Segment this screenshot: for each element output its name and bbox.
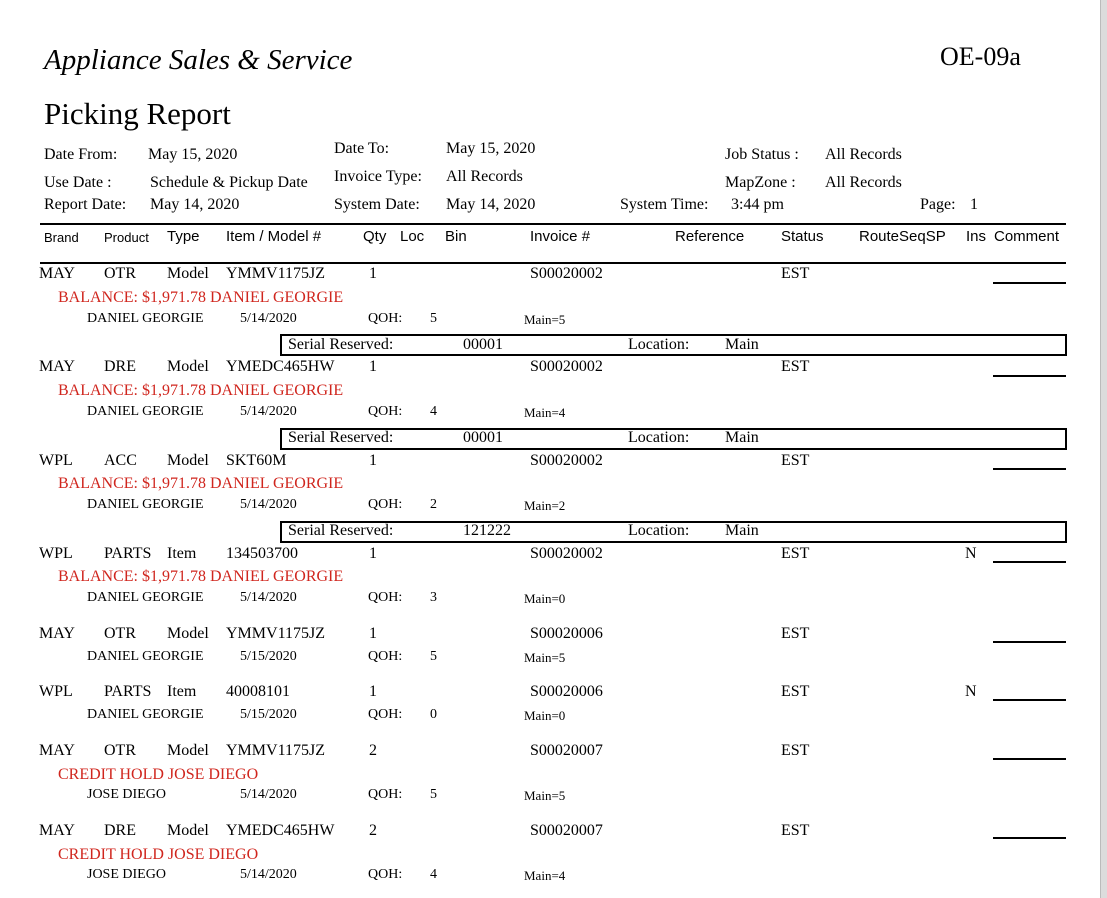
ins-cell: N (965, 683, 977, 700)
brand-cell: WPL (39, 452, 73, 469)
product-cell: ACC (104, 452, 137, 469)
col-status: Status (781, 228, 824, 245)
product-cell: OTR (104, 742, 136, 759)
qoh-label: QOH: (368, 787, 403, 802)
brand-cell: MAY (39, 822, 75, 839)
model-cell: 40008101 (226, 683, 290, 700)
qoh-label: QOH: (368, 649, 403, 664)
model-cell: YMMV1175JZ (226, 625, 325, 642)
date-from-value: May 15, 2020 (148, 146, 238, 163)
header-rule-bottom (40, 262, 1066, 264)
status-cell: EST (781, 625, 810, 642)
page-number: 1 (970, 196, 978, 213)
status-cell: EST (781, 265, 810, 282)
invoice-cell: S00020002 (530, 545, 603, 562)
record-date: 5/14/2020 (240, 404, 297, 419)
type-cell: Model (167, 452, 209, 469)
qoh-label: QOH: (368, 867, 403, 882)
customer-name: JOSE DIEGO (87, 787, 166, 802)
report-date-label: Report Date: (44, 196, 127, 213)
col-reference: Reference (675, 228, 745, 245)
customer-name: DANIEL GEORGIE (87, 707, 204, 722)
brand-cell: WPL (39, 545, 73, 562)
main-stock: Main=5 (524, 312, 566, 327)
account-alert: CREDIT HOLD JOSE DIEGO (58, 766, 259, 783)
page-edge (1100, 0, 1107, 898)
invoice-cell: S00020002 (530, 265, 603, 282)
brand-cell: MAY (39, 265, 75, 282)
date-from-label: Date From: (44, 146, 118, 163)
qoh-value: 5 (430, 311, 437, 326)
model-cell: 134503700 (226, 545, 298, 562)
record-date: 5/15/2020 (240, 649, 297, 664)
type-cell: Model (167, 265, 209, 282)
qoh-label: QOH: (368, 707, 403, 722)
type-cell: Item (167, 683, 197, 700)
account-alert: BALANCE: $1,971.78 DANIEL GEORGIE (58, 475, 344, 492)
mapzone-label: MapZone : (725, 174, 796, 191)
system-time-label: System Time: (620, 196, 709, 213)
model-cell: YMEDC465HW (226, 822, 335, 839)
product-cell: PARTS (104, 683, 152, 700)
status-cell: EST (781, 358, 810, 375)
system-time-value: 3:44 pm (731, 196, 784, 213)
main-stock: Main=4 (524, 405, 566, 420)
record-date: 5/15/2020 (240, 707, 297, 722)
use-date-value: Schedule & Pickup Date (150, 174, 308, 191)
comment-line (993, 375, 1066, 377)
qty-cell: 1 (369, 452, 377, 469)
qoh-label: QOH: (368, 590, 403, 605)
status-cell: EST (781, 545, 810, 562)
model-cell: YMMV1175JZ (226, 265, 325, 282)
brand-cell: WPL (39, 683, 73, 700)
job-status-label: Job Status : (725, 146, 799, 163)
customer-name: JOSE DIEGO (87, 867, 166, 882)
ins-cell: N (965, 545, 977, 562)
header-rule-top (40, 223, 1066, 225)
invoice-type-value: All Records (446, 168, 523, 185)
comment-line (993, 468, 1066, 470)
qty-cell: 2 (369, 822, 377, 839)
serial-reserved-label: Serial Reserved: (288, 336, 394, 353)
col-item-model: Item / Model # (226, 228, 322, 245)
qoh-label: QOH: (368, 404, 403, 419)
report-date-value: May 14, 2020 (150, 196, 240, 213)
main-stock: Main=0 (524, 591, 566, 606)
product-cell: DRE (104, 822, 136, 839)
qoh-value: 5 (430, 649, 437, 664)
col-brand: Brand (44, 230, 79, 245)
product-cell: OTR (104, 265, 136, 282)
type-cell: Model (167, 625, 209, 642)
serial-reserved-label: Serial Reserved: (288, 522, 394, 539)
location-label: Location: (628, 522, 690, 539)
record-date: 5/14/2020 (240, 787, 297, 802)
date-to-value: May 15, 2020 (446, 140, 536, 157)
brand-cell: MAY (39, 625, 75, 642)
col-loc: Loc (400, 228, 425, 245)
serial-number: 00001 (463, 336, 503, 353)
customer-name: DANIEL GEORGIE (87, 311, 204, 326)
status-cell: EST (781, 742, 810, 759)
account-alert: BALANCE: $1,971.78 DANIEL GEORGIE (58, 568, 344, 585)
product-cell: PARTS (104, 545, 152, 562)
comment-line (993, 561, 1066, 563)
brand-cell: MAY (39, 742, 75, 759)
account-alert: BALANCE: $1,971.78 DANIEL GEORGIE (58, 289, 344, 306)
model-cell: YMEDC465HW (226, 358, 335, 375)
serial-number: 00001 (463, 429, 503, 446)
qty-cell: 2 (369, 742, 377, 759)
comment-line (993, 758, 1066, 760)
account-alert: BALANCE: $1,971.78 DANIEL GEORGIE (58, 382, 344, 399)
main-stock: Main=5 (524, 650, 566, 665)
comment-line (993, 282, 1066, 284)
product-cell: DRE (104, 358, 136, 375)
invoice-cell: S00020007 (530, 742, 603, 759)
location-value: Main (725, 522, 759, 539)
model-cell: SKT60M (226, 452, 287, 469)
report-code: OE-09a (940, 42, 1021, 71)
comment-line (993, 837, 1066, 839)
qty-cell: 1 (369, 683, 377, 700)
customer-name: DANIEL GEORGIE (87, 404, 204, 419)
job-status-value: All Records (825, 146, 902, 163)
serial-reserved-label: Serial Reserved: (288, 429, 394, 446)
type-cell: Model (167, 822, 209, 839)
location-value: Main (725, 429, 759, 446)
account-alert: CREDIT HOLD JOSE DIEGO (58, 846, 259, 863)
status-cell: EST (781, 452, 810, 469)
system-date-value: May 14, 2020 (446, 196, 536, 213)
customer-name: DANIEL GEORGIE (87, 649, 204, 664)
col-product: Product (104, 230, 149, 245)
qoh-label: QOH: (368, 497, 403, 512)
col-bin: Bin (445, 228, 467, 245)
invoice-type-label: Invoice Type: (334, 168, 422, 185)
col-ins: Ins (966, 228, 987, 245)
serial-number: 121222 (463, 522, 511, 539)
location-label: Location: (628, 336, 690, 353)
product-cell: OTR (104, 625, 136, 642)
comment-line (993, 641, 1066, 643)
brand-cell: MAY (39, 358, 75, 375)
date-to-label: Date To: (334, 140, 390, 157)
page-label: Page: (920, 196, 956, 213)
col-routeseqsp: RouteSeqSP (859, 228, 946, 245)
col-comment: Comment (994, 228, 1060, 245)
col-type: Type (167, 228, 200, 245)
system-date-label: System Date: (334, 196, 420, 213)
qty-cell: 1 (369, 625, 377, 642)
invoice-cell: S00020006 (530, 683, 603, 700)
location-value: Main (725, 336, 759, 353)
customer-name: DANIEL GEORGIE (87, 497, 204, 512)
type-cell: Item (167, 545, 197, 562)
qoh-value: 3 (430, 590, 437, 605)
customer-name: DANIEL GEORGIE (87, 590, 204, 605)
record-date: 5/14/2020 (240, 590, 297, 605)
invoice-cell: S00020006 (530, 625, 603, 642)
record-date: 5/14/2020 (240, 497, 297, 512)
qoh-value: 5 (430, 787, 437, 802)
record-date: 5/14/2020 (240, 311, 297, 326)
invoice-cell: S00020007 (530, 822, 603, 839)
col-invoice: Invoice # (530, 228, 591, 245)
use-date-label: Use Date : (44, 174, 112, 191)
qoh-value: 4 (430, 867, 437, 882)
qty-cell: 1 (369, 358, 377, 375)
qoh-value: 4 (430, 404, 437, 419)
model-cell: YMMV1175JZ (226, 742, 325, 759)
qoh-value: 2 (430, 497, 437, 512)
qty-cell: 1 (369, 265, 377, 282)
col-qty: Qty (363, 228, 387, 245)
qty-cell: 1 (369, 545, 377, 562)
qoh-value: 0 (430, 707, 437, 722)
qoh-label: QOH: (368, 311, 403, 326)
invoice-cell: S00020002 (530, 358, 603, 375)
type-cell: Model (167, 358, 209, 375)
main-stock: Main=4 (524, 868, 566, 883)
type-cell: Model (167, 742, 209, 759)
invoice-cell: S00020002 (530, 452, 603, 469)
status-cell: EST (781, 822, 810, 839)
main-stock: Main=0 (524, 708, 566, 723)
company-name: Appliance Sales & Service (44, 44, 353, 76)
status-cell: EST (781, 683, 810, 700)
main-stock: Main=5 (524, 788, 566, 803)
location-label: Location: (628, 429, 690, 446)
mapzone-value: All Records (825, 174, 902, 191)
report-title: Picking Report (44, 96, 231, 131)
record-date: 5/14/2020 (240, 867, 297, 882)
comment-line (993, 699, 1066, 701)
main-stock: Main=2 (524, 498, 566, 513)
